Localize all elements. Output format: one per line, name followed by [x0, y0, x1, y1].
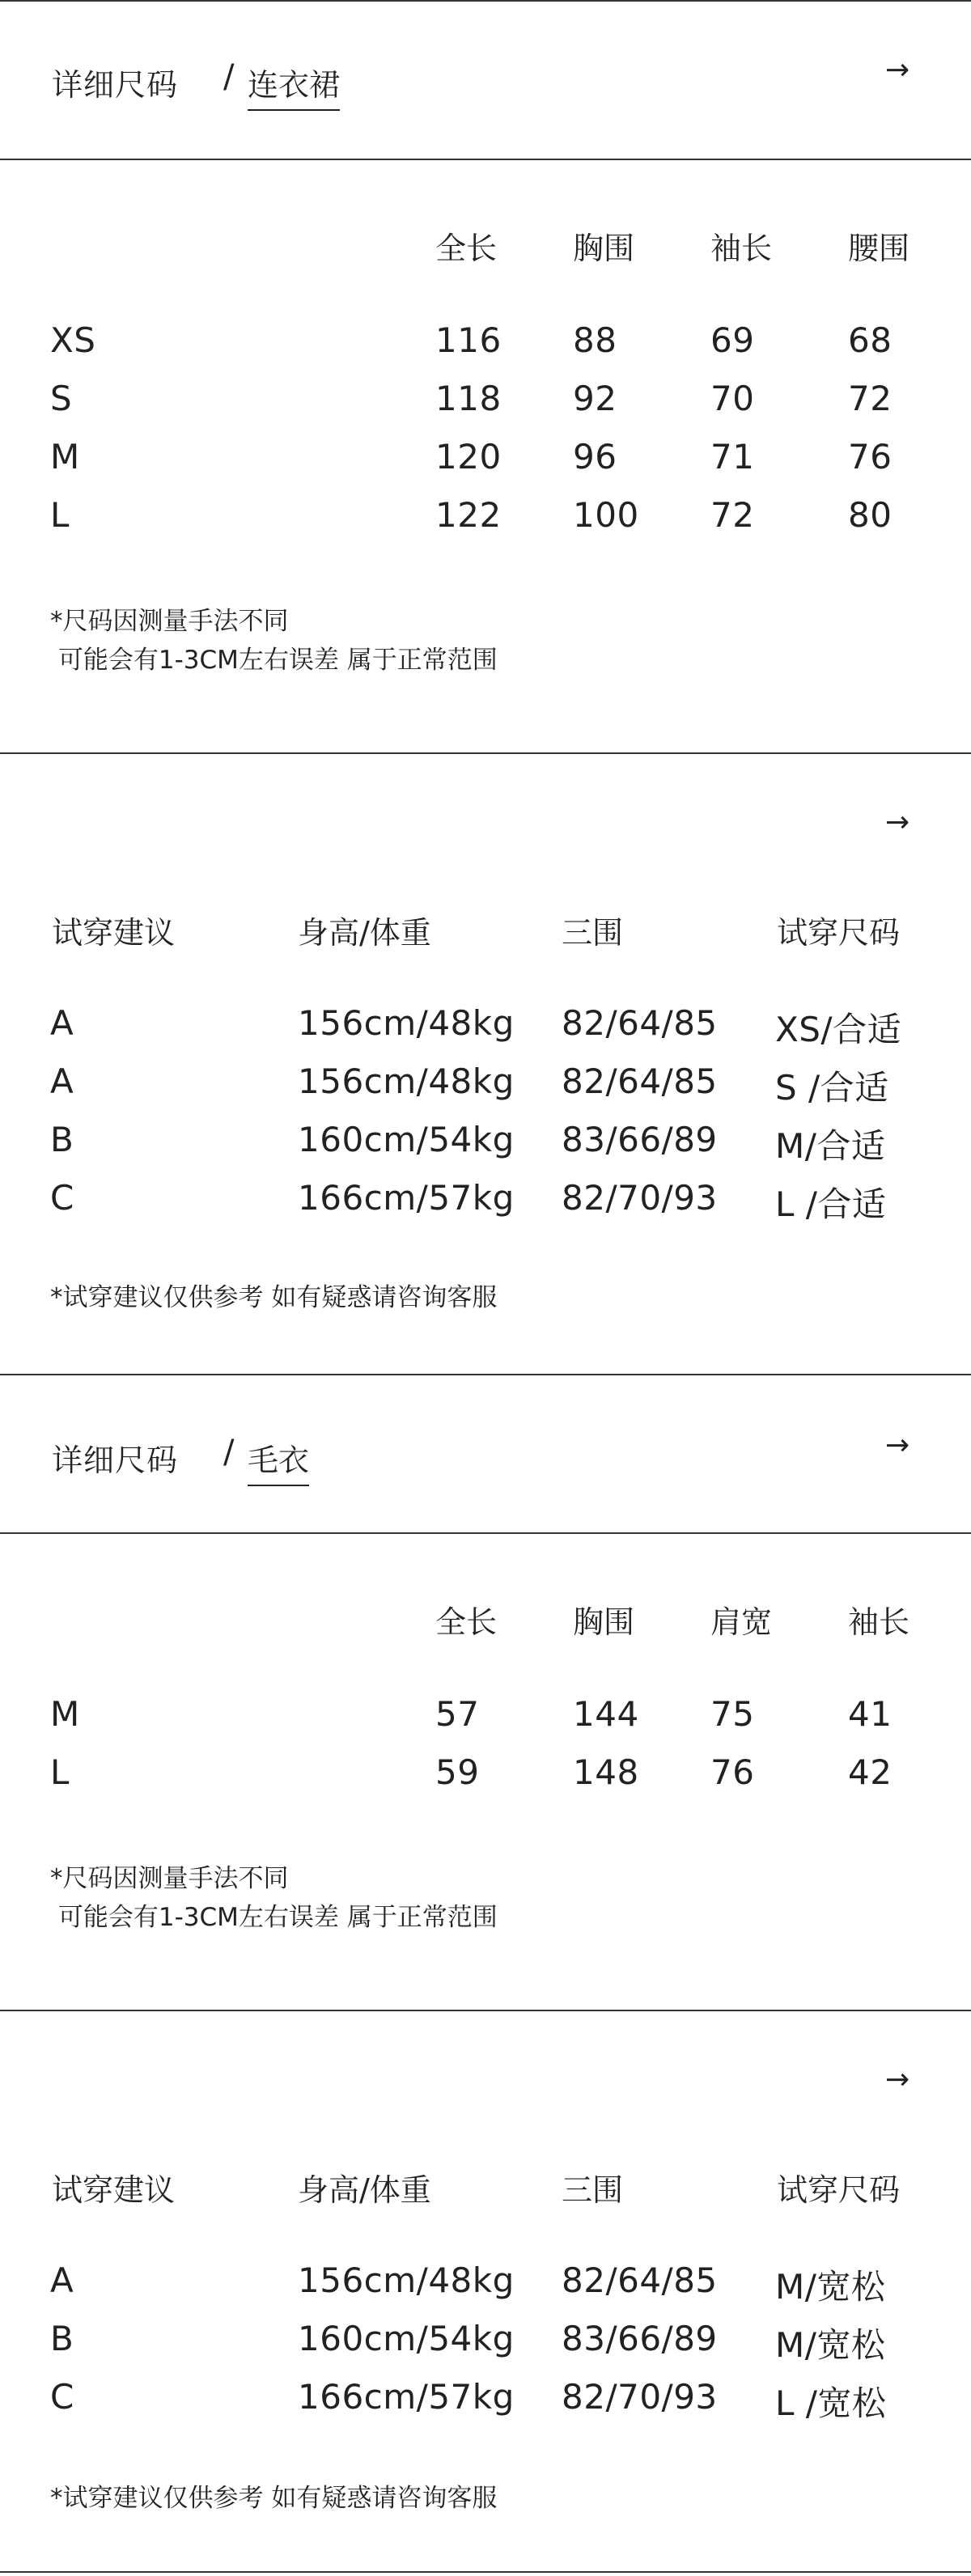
sweater-fit-row-3-model: C — [50, 2377, 74, 2417]
dress-fit-header-height-weight: 身高/体重 — [298, 915, 431, 951]
sweater-fit-row-2-model: B — [50, 2319, 74, 2358]
dress-size-row-l-sleeve: 72 — [710, 495, 755, 535]
dress-size-separator: / — [223, 58, 235, 95]
dress-size-row-s-chest: 92 — [573, 379, 617, 418]
dress-fit-row-4-height-weight: 166cm/57kg — [298, 1178, 515, 1218]
sweater-size-title: 详细尺码 — [52, 1443, 179, 1478]
sweater-size-row-m-shoulder: 75 — [710, 1694, 755, 1734]
dress-size-header-sleeve: 袖长 — [710, 231, 773, 266]
sweater-size-row-l-length: 59 — [435, 1752, 480, 1792]
sweater-fit-header-measurements: 三围 — [562, 2172, 624, 2208]
sweater-fit-row-1-size: M/宽松 — [775, 2267, 886, 2307]
dress-fit-row-1-size: XS/合适 — [775, 1010, 902, 1049]
sweater-fit-row-2-height-weight: 160cm/54kg — [298, 2319, 515, 2358]
dress-size-note-line2: 可能会有1-3CM左右误差 属于正常范围 — [50, 646, 498, 675]
dress-size-subtitle: 连衣裙 — [248, 60, 340, 111]
dress-fit-header-size: 试穿尺码 — [777, 915, 901, 951]
dress-fit-header-measurements: 三围 — [562, 915, 624, 951]
sweater-size-row-l-size: L — [50, 1752, 70, 1792]
dress-size-row-l-size: L — [50, 495, 70, 535]
dress-size-header-waist: 腰围 — [848, 231, 910, 266]
sweater-fit-header-suggestion: 试穿建议 — [52, 2172, 176, 2208]
dress-size-row-xs-size: XS — [50, 320, 96, 360]
sweater-size-row-l-sleeve: 42 — [848, 1752, 893, 1792]
sweater-size-header-chest: 胸围 — [573, 1604, 635, 1640]
dress-size-row-xs-chest: 88 — [573, 320, 617, 360]
dress-size-row-s-waist: 72 — [848, 379, 893, 418]
dress-size-row-m-waist: 76 — [848, 437, 893, 477]
dress-fit-note: *试穿建议仅供参考 如有疑惑请咨询客服 — [50, 1283, 498, 1312]
sweater-size-separator: / — [223, 1434, 235, 1471]
dress-fit-row-4-size: L /合适 — [775, 1184, 887, 1224]
sweater-fit-row-1-measurements: 82/64/85 — [562, 2260, 718, 2300]
divider-bottom — [0, 2571, 971, 2573]
sweater-fit-row-1-height-weight: 156cm/48kg — [298, 2260, 515, 2300]
dress-fit-row-2-model: A — [50, 1061, 74, 1101]
dress-fit-header-suggestion: 试穿建议 — [52, 915, 176, 951]
dress-size-arrow-icon[interactable]: → — [885, 53, 910, 87]
dress-fit-arrow-icon[interactable]: → — [885, 806, 910, 839]
sweater-fit-header-size: 试穿尺码 — [777, 2172, 901, 2208]
dress-fit-row-2-height-weight: 156cm/48kg — [298, 1061, 515, 1101]
dress-size-row-m-size: M — [50, 437, 80, 477]
dress-size-row-l-waist: 80 — [848, 495, 893, 535]
sweater-size-row-l-shoulder: 76 — [710, 1752, 755, 1792]
dress-size-row-m-chest: 96 — [573, 437, 617, 477]
dress-size-row-s-length: 118 — [435, 379, 502, 418]
dress-size-row-m-length: 120 — [435, 437, 502, 477]
dress-size-note-line1: *尺码因测量手法不同 — [50, 607, 289, 636]
sweater-size-subtitle: 毛衣 — [248, 1435, 309, 1486]
dress-size-row-l-length: 122 — [435, 495, 502, 535]
divider-5 — [0, 2010, 971, 2011]
sweater-size-row-m-chest: 144 — [573, 1694, 639, 1734]
dress-size-header-length: 全长 — [435, 231, 498, 266]
dress-fit-row-3-model: B — [50, 1120, 74, 1159]
sweater-size-row-m-size: M — [50, 1694, 80, 1734]
dress-size-row-s-sleeve: 70 — [710, 379, 755, 418]
sweater-size-header-shoulder: 肩宽 — [710, 1604, 773, 1640]
divider-1 — [0, 159, 971, 160]
divider-4 — [0, 1532, 971, 1534]
sweater-fit-row-3-height-weight: 166cm/57kg — [298, 2377, 515, 2417]
divider-2 — [0, 752, 971, 754]
dress-size-row-xs-length: 116 — [435, 320, 502, 360]
dress-fit-row-1-model: A — [50, 1003, 74, 1043]
dress-fit-row-2-measurements: 82/64/85 — [562, 1061, 718, 1101]
sweater-size-header-length: 全长 — [435, 1604, 498, 1640]
dress-size-header-chest: 胸围 — [573, 231, 635, 266]
dress-fit-row-1-measurements: 82/64/85 — [562, 1003, 718, 1043]
sweater-fit-header-height-weight: 身高/体重 — [298, 2172, 431, 2208]
sweater-fit-row-1-model: A — [50, 2260, 74, 2300]
dress-fit-row-3-measurements: 83/66/89 — [562, 1120, 718, 1159]
dress-fit-row-4-model: C — [50, 1178, 74, 1218]
sweater-fit-arrow-icon[interactable]: → — [885, 2063, 910, 2096]
sweater-size-row-m-length: 57 — [435, 1694, 480, 1734]
dress-fit-row-2-size: S /合适 — [775, 1068, 889, 1108]
sweater-fit-row-3-measurements: 82/70/93 — [562, 2377, 718, 2417]
sweater-size-header-sleeve: 袖长 — [848, 1604, 910, 1640]
sweater-size-row-m-sleeve: 41 — [848, 1694, 893, 1734]
dress-fit-row-3-height-weight: 160cm/54kg — [298, 1120, 515, 1159]
dress-size-title: 详细尺码 — [52, 67, 179, 103]
dress-size-row-m-sleeve: 71 — [710, 437, 755, 477]
sweater-fit-row-2-size: M/宽松 — [775, 2325, 886, 2365]
sweater-size-arrow-icon[interactable]: → — [885, 1429, 910, 1462]
sweater-size-note-line2: 可能会有1-3CM左右误差 属于正常范围 — [50, 1903, 498, 1932]
sweater-size-row-l-chest: 148 — [573, 1752, 639, 1792]
dress-fit-row-3-size: M/合适 — [775, 1126, 886, 1166]
dress-fit-row-4-measurements: 82/70/93 — [562, 1178, 718, 1218]
sweater-fit-row-3-size: L /宽松 — [775, 2383, 887, 2423]
sweater-fit-note: *试穿建议仅供参考 如有疑惑请咨询客服 — [50, 2484, 498, 2513]
divider-3 — [0, 1374, 971, 1375]
sweater-fit-row-2-measurements: 83/66/89 — [562, 2319, 718, 2358]
divider-top — [0, 0, 971, 2]
sweater-size-note-line1: *尺码因测量手法不同 — [50, 1864, 289, 1893]
dress-size-row-s-size: S — [50, 379, 73, 418]
dress-size-row-xs-sleeve: 69 — [710, 320, 755, 360]
dress-size-row-l-chest: 100 — [573, 495, 639, 535]
dress-fit-row-1-height-weight: 156cm/48kg — [298, 1003, 515, 1043]
dress-size-row-xs-waist: 68 — [848, 320, 893, 360]
